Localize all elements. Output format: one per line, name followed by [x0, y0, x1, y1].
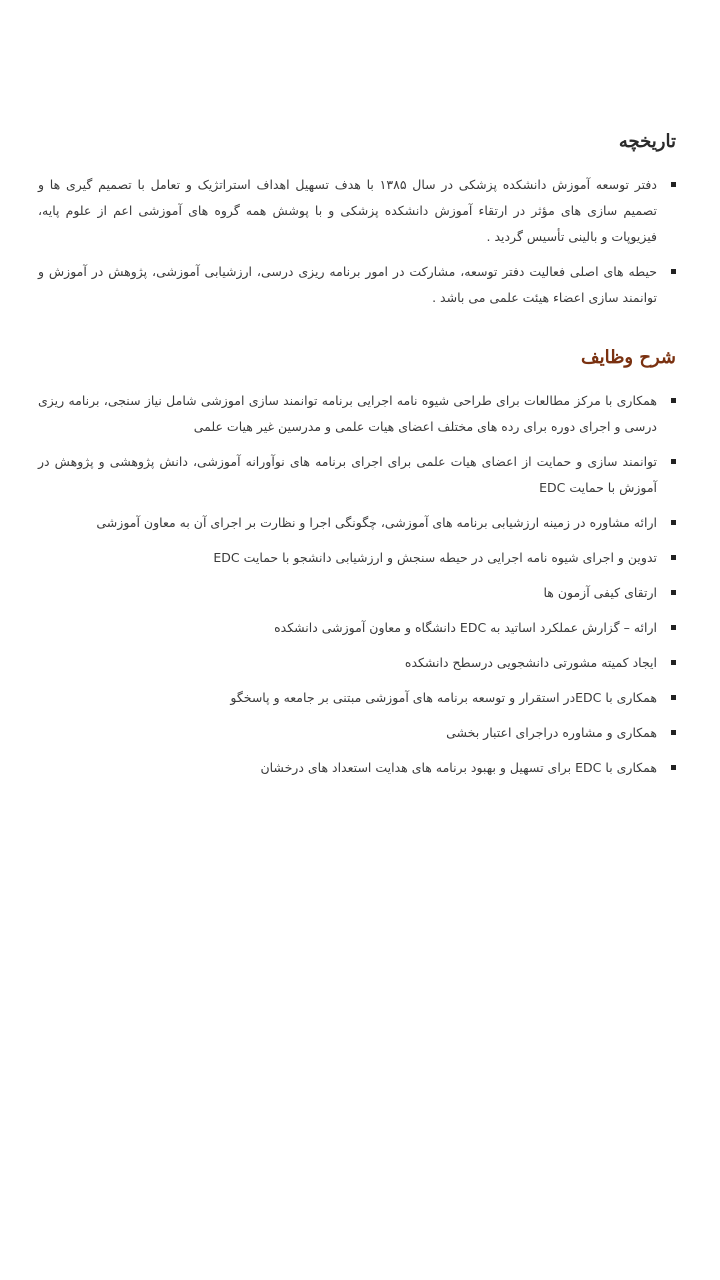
list-item [38, 755, 676, 781]
list-item [38, 720, 676, 746]
square-bullet-icon [671, 520, 676, 525]
square-bullet-icon [671, 182, 676, 187]
list-item-text: ایجاد کمیته مشورتی دانشجویی درسطح دانشکده [404, 655, 657, 670]
list-item [38, 545, 676, 571]
list-item-text: ارائه – گزارش عملکرد اساتید به EDC دانشگاه و معاون آموزشی دانشکده [274, 620, 657, 635]
list-item-text: همکاری با EDC برای تسهیل و بهبود برنامه های هدایت استعداد های درخشان [260, 760, 657, 775]
list-item-text: همکاری با EDCدر استقرار و توسعه برنامه های آموزشی مبتنی بر جامعه و پاسخگو [230, 690, 657, 705]
list-item [38, 580, 676, 606]
square-bullet-icon [671, 730, 676, 735]
list-item [38, 615, 676, 641]
square-bullet-icon [671, 398, 676, 403]
square-bullet-icon [671, 625, 676, 630]
list-item-text: دفتر توسعه آموزش دانشکده پزشکی در سال ۱۳۸۵ با هدف تسهیل اهداف استراتژیک و تعامل با تصمیم گیری ها و تصمیم سازی های مؤثر در ارتقاء آموزش دانشکده پزشکی و با پوشش همه گروه های آموزشی اعم از علوم پایه، فیزیوپات و بالینی تأسیس گردید . [38, 177, 657, 244]
square-bullet-icon [671, 660, 676, 665]
list-item [38, 510, 676, 536]
list-item-text: تدوین و اجرای شیوه نامه اجرایی در حیطه سنجش و ارزشیابی دانشجو با حمایت EDC [213, 550, 657, 565]
history-heading: تاریخچه [618, 131, 676, 152]
list-item [38, 388, 676, 440]
list-item [38, 259, 676, 311]
list-item-text: ارتقای کیفی آزمون ها [543, 585, 657, 600]
duties-list [38, 388, 676, 781]
list-item [38, 650, 676, 676]
square-bullet-icon [671, 459, 676, 464]
square-bullet-icon [671, 695, 676, 700]
list-item [38, 172, 676, 250]
list-item-text: توانمند سازی و حمایت از اعضای هیات علمی برای اجرای برنامه های نوآورانه آموزشی، دانش پژوهشی و پژوهش در آموزش با حمایت EDC [38, 454, 657, 495]
square-bullet-icon [671, 590, 676, 595]
square-bullet-icon [671, 765, 676, 770]
square-bullet-icon [671, 555, 676, 560]
duties-heading: شرح وظایف [580, 347, 676, 368]
list-item-text: همکاری و مشاوره دراجرای اعتبار بخشی [446, 725, 657, 740]
history-list [38, 172, 676, 311]
list-item-text: حیطه های اصلی فعالیت دفتر توسعه، مشارکت در امور برنامه ریزی درسی، ارزشیابی آموزشی، پژوهش در آموزش و توانمند سازی اعضاء هیئت علمی می باشد . [38, 264, 657, 305]
list-item-text: ارائه مشاوره در زمینه ارزشیابی برنامه های آموزشی، چگونگی اجرا و نظارت بر اجرای آن به معاون آموزشی [96, 515, 657, 530]
list-item-text: همکاری با مرکز مطالعات برای طراحی شیوه نامه اجرایی برنامه توانمند سازی اموزشی شامل نیاز سنجی، برنامه ریزی درسی و اجرای دوره برای رده های مختلف اعضای هیات علمی و مدرسین غیر هیات علمی [38, 393, 657, 434]
duties-section [38, 344, 676, 790]
list-item [38, 449, 676, 501]
square-bullet-icon [671, 269, 676, 274]
history-section [38, 128, 676, 320]
list-item [38, 685, 676, 711]
